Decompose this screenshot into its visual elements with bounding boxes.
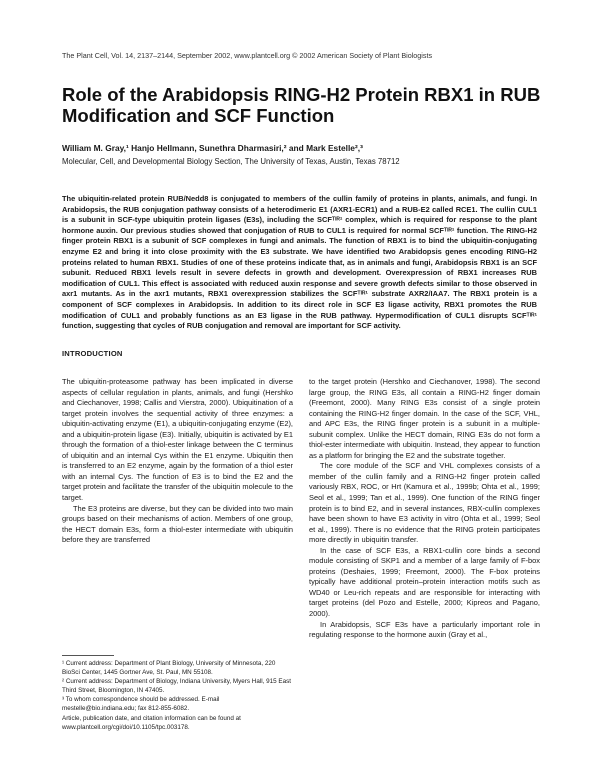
author-list: William M. Gray,¹ Hanjo Hellmann, Sunethra Dharmasiri,² and Mark Estelle²,³ bbox=[62, 143, 363, 153]
right-column bbox=[309, 377, 540, 641]
footnote-divider bbox=[62, 655, 114, 656]
left-column bbox=[62, 377, 293, 546]
right-paragraph-1: to the target protein (Hershko and Ciechanover, 1998). The second large group, the RING E3s, all contain a RING-H2 finger domain (Freemont, 2000). Many RING E3s consist of a single protein containing the RING-H2 finger domain. In the case of the SCF, VHL, and APC E3s, the RING finger protein is a subunit in a multiple-subunit complex. Unlike the HECT domain, RING E3s do not form a thiol-ester intermediate with ubiquitin. Instead, they appear to function as a platform for bringing the E2 and the substrate together. bbox=[309, 377, 540, 460]
footnote-3: ³ To whom correspondence should be addressed. E-mail mestelle@bio.indiana.edu; fax 812-855-6082. bbox=[62, 696, 220, 713]
article-title: Role of the Arabidopsis RING-H2 Protein RBX1 in RUB Modification and SCF Function bbox=[62, 84, 541, 126]
footnote-doi: Article, publication date, and citation information can be found at www.plantcell.org/cgi/doi/10.1105/tpc.003178. bbox=[62, 714, 241, 731]
footnotes bbox=[62, 655, 293, 732]
left-paragraph-1: The ubiquitin-proteasome pathway has been implicated in diverse aspects of cellular regulation in plants, animals, and fungi (Hershko and Ciechanover, 1998; Callis and Vierstra, 2000). Ubiquitination of a target protein involves the sequential activity of three enzymes: a ubiquitin-activating enzyme (E1), a ubiquitin-conjugating enzyme (E2), and a ubiquitin-protein ligase (E3). Initially, ubiquitin is activated by E1 through the formation of a thiol-ester linkage between the C terminus of ubiquitin and an internal Cys within the E1 enzyme. Ubiquitin then is transferred to an E2 enzyme, again by the formation of a thiol ester with an internal Cys. The function of E3 is to bind the E2 and the target protein and facilitate the transfer of the ubiquitin molecule to the target. bbox=[62, 377, 293, 503]
section-heading-introduction: INTRODUCTION bbox=[62, 349, 123, 358]
footnote-1: ¹ Current address: Department of Plant Biology, University of Minnesota, 220 BioSci Center, 1445 Gortner Ave, St. Paul, MN 55108. bbox=[62, 660, 276, 677]
right-paragraph-3: In the case of SCF E3s, a RBX1-cullin core binds a second module consisting of SKP1 and a member of a large family of F-box proteins (Deshaies, 1999; Freemont, 2000). The F-box proteins typically have additional protein–protein interaction motifs such as WD40 or Leu-rich repeats and are responsible for interacting with target proteins (del Pozo and Estelle, 2000; Kipreos and Pagano, 2000). bbox=[309, 545, 540, 619]
right-paragraph-2: The core module of the SCF and VHL complexes consists of a member of the cullin family and a RING-H2 finger protein called variously RBX, ROC, or Hrt (Kamura et al., 1999b; Ohta et al., 1999; Seol et al., 1999; Tan et al., 1999). One function of the RING finger protein is to bind E2, and in several instances, RBX-cullin complexes have been shown to have E3 activity in vitro (Ohta et al., 1999; Seol et al., 1999). There is no evidence that the RING protein participates more directly in ubiquitin transfer. bbox=[309, 461, 540, 545]
affiliation: Molecular, Cell, and Developmental Biology Section, The University of Texas, Austin, Texas 78712 bbox=[62, 157, 400, 166]
footnote-2: ² Current address: Department of Biology, Indiana University, Myers Hall, 915 East Third Street, Bloomington, IN 47405. bbox=[62, 678, 291, 695]
right-paragraph-4: In Arabidopsis, SCF E3s have a particularly important role in regulating response to the hormone auxin (Gray et al., bbox=[309, 619, 540, 640]
abstract: The ubiquitin-related protein RUB/Nedd8 is conjugated to members of the cullin family of proteins in plants, animals, and fungi. In Arabidopsis, the RUB conjugation pathway consists of a heterodimeric E1 (AXR1-ECR1) and a RUB-E2 called RCE1. The cullin CUL1 is a subunit in SCF-type ubiquitin protein ligases (E3s), including the SCFᵀᴵᴿ¹ complex, which is required for response to the plant hormone auxin. Our previous studies showed that conjugation of RUB to CUL1 is required for normal SCFᵀᴵᴿ¹ function. The RING-H2 finger protein RBX1 is a subunit of SCF complexes in fungi and animals. The function of RBX1 is to bind the ubiquitin-conjugating enzyme E2 and bring it into close proximity with the E3 substrate. We have identified two Arabidopsis genes encoding RING-H2 proteins related to human RBX1. Studies of one of these proteins indicate that, as in animals and fungi, Arabidopsis RBX1 is an SCF subunit. Reduced RBX1 levels result in severe defects in growth and development. Overexpression of RBX1 increases RUB modification of CUL1. This effect is associated with reduced auxin response and severe growth defects similar to those observed in axr1 mutants. As in the axr1 mutants, RBX1 overexpression stabilizes the SCFᵀᴵᴿ¹ substrate AXR2/IAA7. The RBX1 protein is a component of SCF complexes in Arabidopsis. In addition to its direct role in SCF E3 ligase activity, RBX1 promotes the RUB modification of CUL1 and probably functions as an E3 ligase in the RUB pathway. Hypermodification of CUL1 disrupts SCFᵀᴵᴿ¹ function, suggesting that cycles of RUB conjugation and removal are important for SCF activity. bbox=[62, 194, 537, 331]
journal-header: The Plant Cell, Vol. 14, 2137–2144, September 2002, www.plantcell.org © 2002 American Society of Plant Biologists bbox=[62, 51, 433, 60]
left-paragraph-2: The E3 proteins are diverse, but they can be divided into two main groups based on their mechanisms of action. Members of one group, the HECT domain E3s, form a thiol-ester intermediate with ubiquitin before they are transferred bbox=[62, 503, 293, 545]
